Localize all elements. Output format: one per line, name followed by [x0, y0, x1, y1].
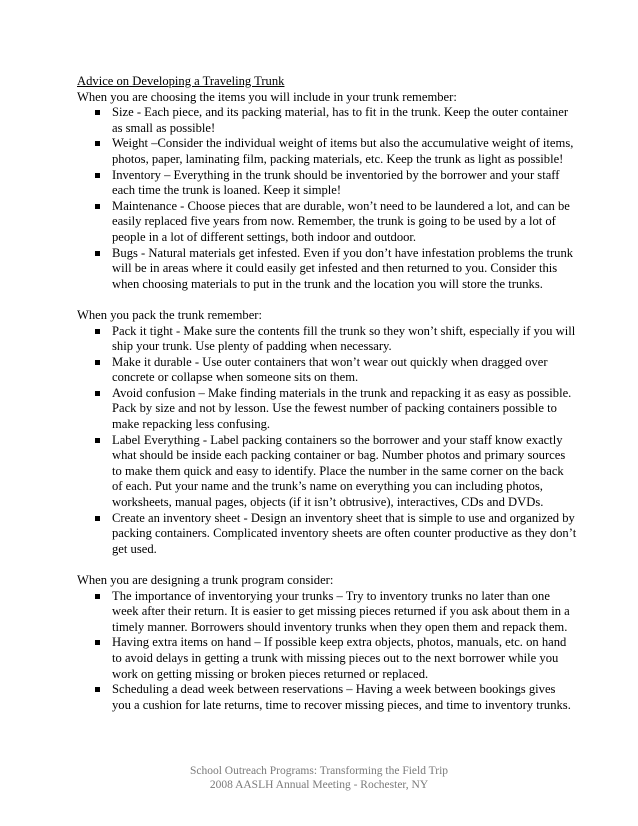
bullet-icon	[95, 516, 100, 521]
list-item: Weight –Consider the individual weight of items but also the accumulative weight of items, photos, paper, laminating film, packing materials, etc. Keep the trunk as light as possible!	[77, 136, 577, 167]
paragraph-gap	[77, 557, 577, 573]
list-item: Maintenance - Choose pieces that are durable, won’t need to be laundered a lot, and can be easily replaced five years from now. Remember, the trunk is going to be used by a lot of people in a lot of different settings, both indoor and outdoor.	[77, 199, 577, 246]
bullet-icon	[95, 110, 100, 115]
section-intro: When you are choosing the items you will include in your trunk remember:	[77, 89, 457, 104]
bullet-icon	[95, 687, 100, 692]
bullet-icon	[95, 173, 100, 178]
paragraph-gap	[77, 292, 577, 308]
bullet-list	[77, 589, 577, 714]
section-packing	[77, 308, 577, 558]
bullet-icon	[95, 329, 100, 334]
bullet-icon	[95, 141, 100, 146]
document-title: Advice on Developing a Traveling Trunk	[77, 74, 285, 88]
list-item: Inventory – Everything in the trunk should be inventoried by the borrower and your staff each time the trunk is loaned. Keep it simple!	[77, 168, 577, 199]
bullet-list	[77, 105, 577, 292]
list-item: Label Everything - Label packing containers so the borrower and your staff know exactly what should be inside each packing container or bag. Number photos and primary sources to make them quick and easy to identify. Place the number in the same corner on the back of each. Put your name and the trunk’s name on everything you can including photos, worksheets, manual pages, objects (if it isn’t obtrusive), interactives, CDs and DVDs.	[77, 433, 577, 511]
section-intro: When you are designing a trunk program consider:	[77, 573, 334, 587]
list-item: Create an inventory sheet - Design an inventory sheet that is simple to use and organized by packing containers. Complicated inventory sheets are often counter productive as they don’t get used.	[77, 511, 577, 558]
bullet-icon	[95, 204, 100, 209]
list-item: Scheduling a dead week between reservations – Having a week between bookings gives you a cushion for late returns, time to recover missing pieces, and time to inventory trunks.	[77, 682, 577, 713]
bullet-icon	[95, 251, 100, 256]
list-item: Pack it tight - Make sure the contents fill the trunk so they won’t shift, especially if you will ship your trunk. Use plenty of padding when necessary.	[77, 324, 577, 355]
section-program-design	[77, 573, 577, 713]
list-item: The importance of inventorying your trunks – Try to inventory trunks no later than one week after their return. It is easier to get missing pieces returned if you ask about them in a timely manner. Borrowers should inventory trunks when they open them and repack them.	[77, 589, 577, 636]
footer-line-2: 2008 AASLH Annual Meeting - Rochester, NY	[209, 779, 429, 791]
bullet-icon	[95, 360, 100, 365]
section-choosing-items	[77, 90, 577, 293]
list-item: Make it durable - Use outer containers that won’t wear out quickly when dragged over concrete or collapse when someone sits on them.	[77, 355, 577, 386]
page-footer	[0, 764, 638, 792]
bullet-icon	[95, 391, 100, 396]
list-item: Having extra items on hand – If possible keep extra objects, photos, manuals, etc. on hand to avoid delays in getting a trunk with missing pieces out to the next borrower while you work on getting missing or broken pieces returned or replaced.	[77, 635, 577, 682]
bullet-list	[77, 324, 577, 558]
list-item: Bugs - Natural materials get infested. Even if you don’t have infestation problems the trunk will be in areas where it could easily get infested and then returned to you. Consider this when choosing materials to put in the trunk and the location you will store the trunks.	[77, 246, 577, 293]
list-item: Size - Each piece, and its packing material, has to fit in the trunk. Keep the outer container as small as possible!	[77, 105, 577, 136]
bullet-icon	[95, 640, 100, 645]
document-body	[77, 74, 577, 713]
bullet-icon	[95, 438, 100, 443]
footer-line-1: School Outreach Programs: Transforming the Field Trip	[189, 765, 449, 777]
list-item: Avoid confusion – Make finding materials in the trunk and repacking it as easy as possible. Pack by size and not by lesson. Use the fewest number of packing containers possible to make repacking less confusing.	[77, 386, 577, 433]
section-intro: When you pack the trunk remember:	[77, 307, 262, 322]
bullet-icon	[95, 594, 100, 599]
